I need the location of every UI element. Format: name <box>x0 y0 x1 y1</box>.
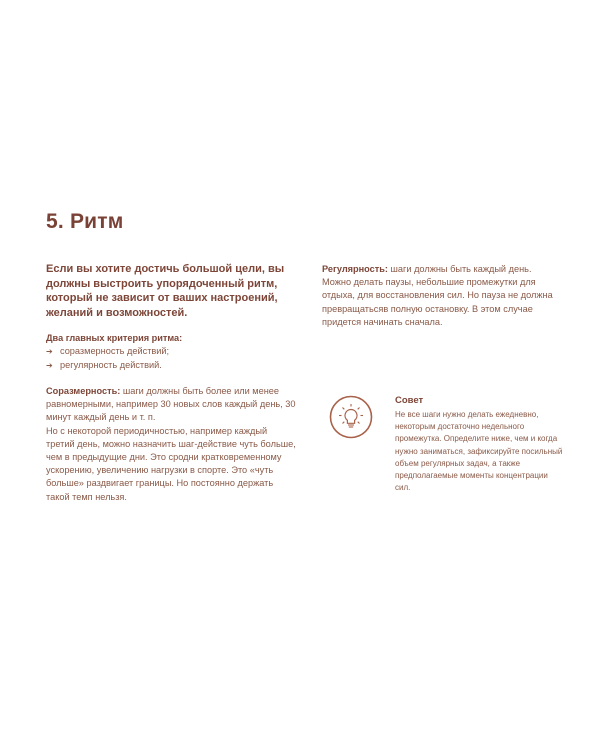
proportion-text-1: шаги должны быть более или менее равномерными, например 30 новых слов каждый день, 30 минут каждый день и т. п. <box>46 386 296 423</box>
left-column <box>46 262 296 504</box>
tip-content <box>395 395 565 494</box>
lead-paragraph: Если вы хотите достичь большой цели, вы должны выстроить упорядоченный ритм, который не зависит от ваших настроений, желаний и возможностей. <box>46 263 285 319</box>
right-column <box>322 263 562 329</box>
proportion-text-2: Но с некоторой периодичностью, например каждый третий день, можно назначить шаг-действие чуть больше, чем в предыдущие дни. Это сродни кратковременному ускорению, увеличению нагрузки в спорте. Это «чуть больше» раздвигает границы. Но постоянно держать такой темп нельзя. <box>46 425 296 502</box>
criteria-list <box>46 345 296 372</box>
proportion-term: Соразмерность: <box>46 386 121 396</box>
list-item <box>46 345 296 359</box>
lightbulb-icon <box>329 395 373 439</box>
arrow-right-icon: ➔ <box>46 360 53 370</box>
list-item <box>46 359 296 373</box>
tip-box <box>322 393 562 498</box>
proportion-paragraph <box>46 385 296 504</box>
tip-title: Совет <box>395 395 424 406</box>
section-title: 5. Ритм <box>46 210 124 233</box>
regularity-paragraph <box>322 263 562 329</box>
criteria-item-text: соразмерность действий; <box>60 346 170 356</box>
arrow-right-icon: ➔ <box>46 347 53 356</box>
regularity-text: шаги должны быть каждый день. Можно делать паузы, небольшие промежутки для отдыха, для восстановления сил. Но пауза не должна превращатьсяв полную остановку. В этом случае придется начинать сначала. <box>322 264 553 327</box>
criteria-item-text: регулярность действий. <box>60 359 162 370</box>
tip-body: Не все шаги нужно делать ежедневно, некоторым достаточно недельного промежутка. Определите ниже, чем и когда нужно заниматься, зафиксируйте посильный объем регулярных задач, а также предполагаемые моменты концентрации сил. <box>395 410 563 493</box>
regularity-term: Регулярность: <box>322 264 388 274</box>
criteria-heading: Два главных критерия ритма: <box>46 333 183 343</box>
